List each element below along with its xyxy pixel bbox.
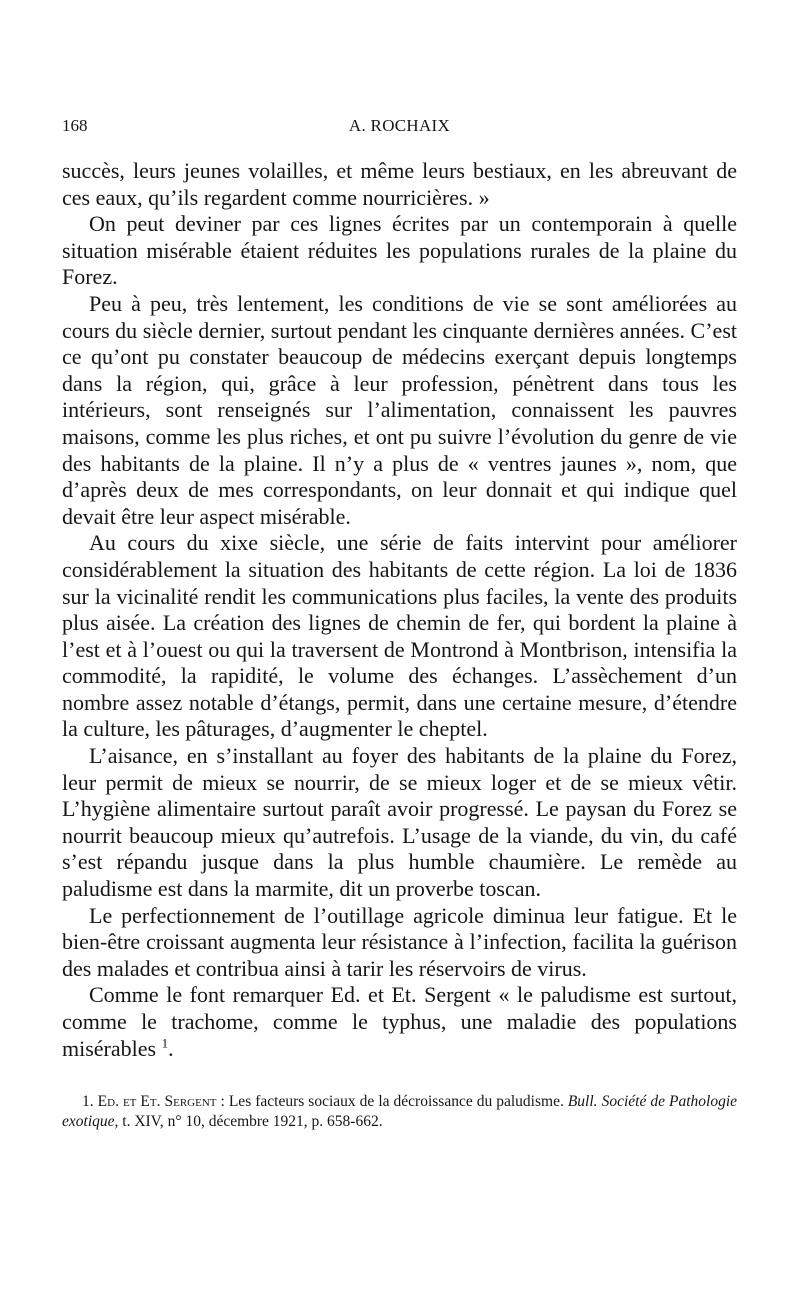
running-head [62,110,737,140]
footnote-1 [62,1092,737,1132]
page-number: 168 [62,116,88,135]
running-title: A. ROCHAIX [348,116,451,135]
footnote-reference: 1 [161,1035,169,1051]
footnotes [62,1092,737,1132]
paragraph-1: succès, leurs jeunes volailles, et même leurs bestiaux, en les abreuvant de ces eaux, qu’ils regardent comme nourricières. » [62,158,737,210]
paragraph-3: Peu à peu, très lentement, les conditions de vie se sont améliorées au cours du siècle dernier, surtout pendant les cinquante dernières années. C’est ce qu’ont pu constater beaucoup de médecins exerçant depuis longtemps dans la région, qui, grâce à leur profession, pénètrent dans tous les intérieurs, sont renseignés sur l’alimentation, connaissent les pauvres maisons, comme les plus riches, et ont pu suivre l’évolution du genre de vie des habitants de la plaine. Il n’y a plus de « ventres jaunes », nom, que d’après deux de mes correspondants, on leur donnait et qui indique quel devait être leur aspect misérable. [62,290,737,529]
paragraph-7-text: Comme le font remarquer Ed. et Et. Sergent « le paludisme est surtout, comme le trachome, comme le typhus, une maladie des populations misérables [62,982,737,1061]
paragraph-7: Comme le font remarquer Ed. et Et. Sergent « le paludisme est surtout, comme le trachome, comme le typhus, une maladie des populations misérables $^1$. [62,982,737,1061]
paragraph-5: L’aisance, en s’installant au foyer des habitants de la plaine du Forez, leur permit de mieux se nourrir, de se mieux loger et de se mieux vêtir. L’hygiène alimentaire surtout paraît avoir progressé. Le paysan du Forez se nourrit beaucoup mieux qu’autrefois. L’usage de la viande, du vin, du café s’est répandu jusque dans la plus humble chaumière. Le remède au paludisme est dans la marmite, dit un proverbe toscan. [62,743,737,902]
footnote-details: , t. XIV, n° 10, décembre 1921, p. 658-662. [114,1113,383,1131]
footnote-number: 1. [82,1093,94,1111]
paragraph-4: Au cours du xixe siècle, une série de faits intervint pour améliorer considérablement la situation des habitants de cette région. La loi de 1836 sur la vicinalité rendit les communications plus faciles, la vente des produits plus aisée. La création des lignes de chemin de fer, qui bordent la plaine à l’est et à l’ouest ou qui la traversent de Montrond à Montbrison, intensifia la commodité, la rapidité, le volume des échanges. L’assèchement d’un nombre assez notable d’étangs, permit, dans une certaine mesure, d’étendre la culture, les pâturages, d’augmenter le cheptel. [62,530,737,742]
footnote-authors: Ed. et Et. Sergent [97,1093,217,1111]
body-text [62,158,737,1062]
footnote-journal: Bull. Société de Pathologie exotique [62,1093,738,1131]
page [62,110,737,1132]
paragraph-2: On peut deviner par ces lignes écrites par un contemporain à quelle situation misérable étaient réduites les populations rurales de la plaine du Forez. [62,211,737,290]
footnote-text: : Les facteurs sociaux de la décroissance du paludisme. [216,1093,568,1111]
paragraph-6: Le perfectionnement de l’outillage agricole diminua leur fatigue. Et le bien-être croissant augmenta leur résistance à l’infection, facilita la guérison des malades et contribua ainsi à tarir les réservoirs de virus. [62,902,737,981]
